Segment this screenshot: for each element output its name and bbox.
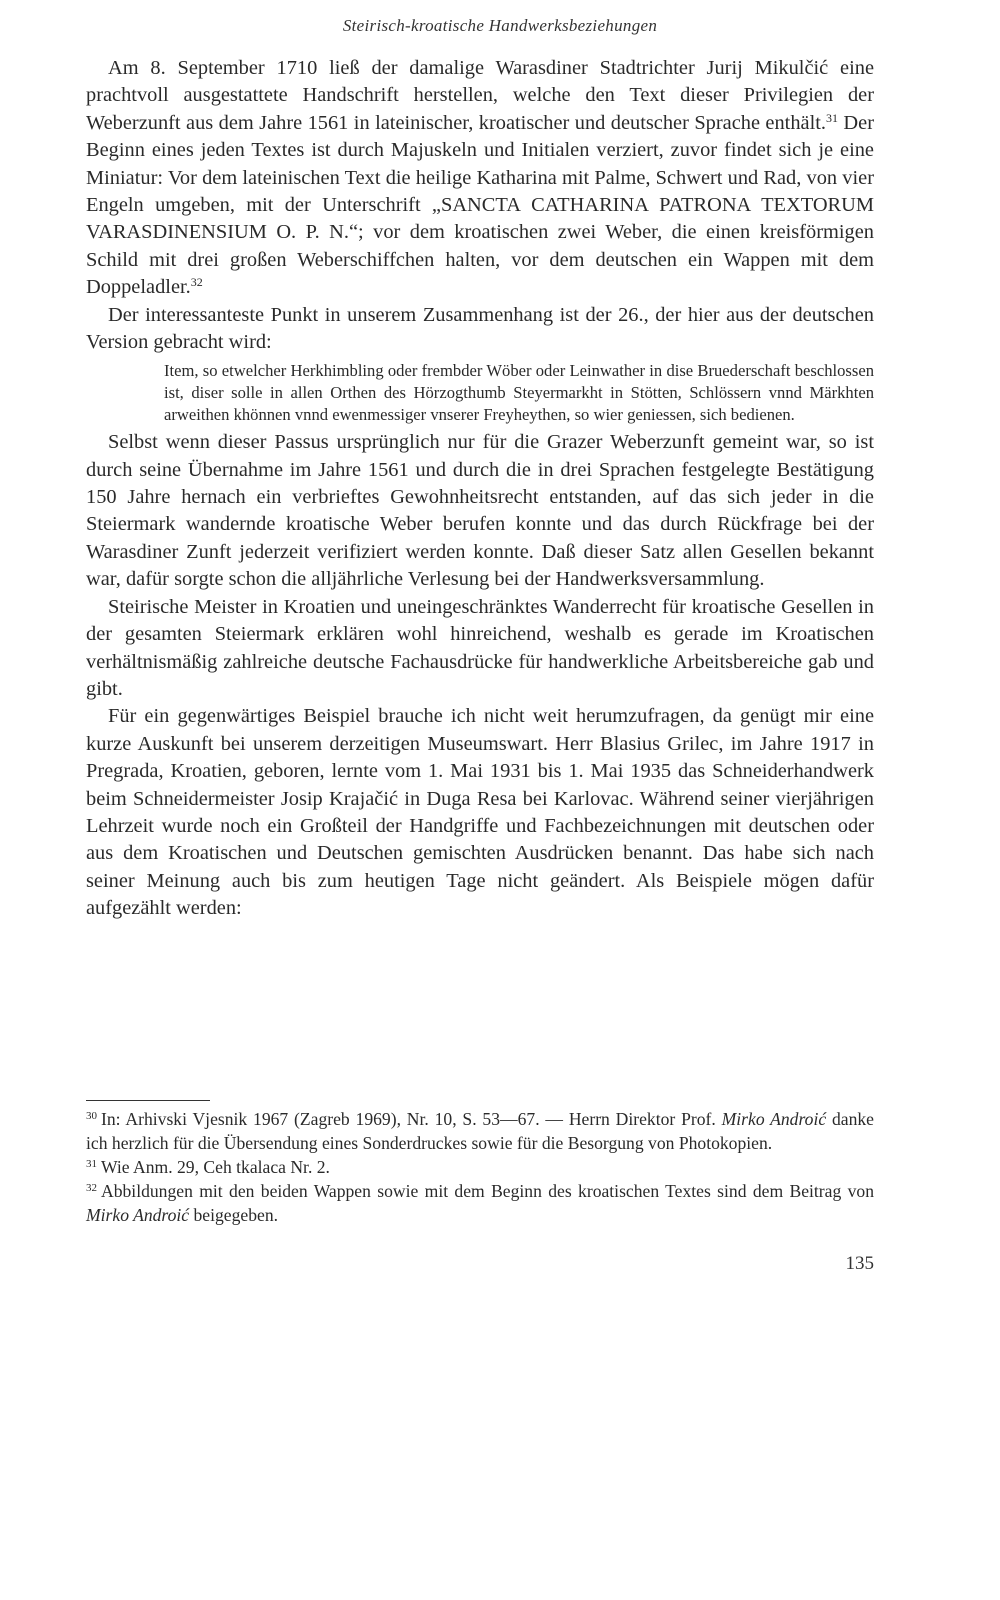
footnote-divider — [86, 1100, 210, 1101]
running-head: Steirisch-kroatische Handwerksbeziehungen — [342, 16, 658, 35]
footnote-ref-31[interactable]: 31 — [826, 110, 838, 125]
block-quote: Item, so etwelcher Herkhimbling oder frembder Wöber oder Leinwather in dise Bruederschaft beschlossen ist, diser solle in allen Orthen des Hörzogthumb Steyermarkht in Stötten, Schlössern vnnd Märkhten arweithen khönnen vnnd ewenmessiger vnserer Freyheythen, so wier geniessen, sich bedienen. — [164, 361, 874, 424]
footnote-text: beigegeben. — [189, 1205, 279, 1225]
footnote-number: 31 — [86, 1158, 97, 1170]
author-name: Mirko Androić — [721, 1109, 827, 1129]
footnote-text: In: Arhivski Vjesnik 1967 (Zagreb 1969), Nr. 10, S. 53—67. — Herrn Direktor Prof. — [101, 1109, 722, 1129]
footnote-ref-32[interactable]: 32 — [190, 275, 203, 290]
body-text — [86, 55, 874, 923]
footnote-text: Abbildungen mit den beiden Wappen sowie mit dem Beginn des kroatischen Textes sind dem Beitrag von — [101, 1181, 874, 1201]
paragraph-4: Steirische Meister in Kroatien und uneingeschränktes Wanderrecht für kroatische Gesellen in der gesamten Steiermark erklären wohl hinreichend, weshalb es gerade im Kroatischen verhältnismäßig zahlreiche deutsche Fachausdrücke für handwerkliche Arbeitsbereiche gab und gibt. — [86, 595, 874, 700]
paragraph-2: Der interessanteste Punkt in unserem Zusammenhang ist der 26., der hier aus der deutschen Version gebracht wird: — [86, 303, 874, 354]
paragraph-3: Selbst wenn dieser Passus ursprünglich nur für die Grazer Weberzunft gemeint war, so ist durch seine Übernahme im Jahre 1561 und durch die in drei Sprachen festgelegte Bestätigung 150 Jahre hernach ein verbrieftes Gewohnheitsrecht entstanden, auf das sich jeder in die Steiermark wandernde kroatische Weber berufen konnte und das durch Rückfrage bei der Warasdiner Zunft jederzeit verifiziert werden konnte. Daß dieser Satz allen Gesellen bekannt war, dafür sorgte schon die alljährliche Verlesung bei der Handwerksversammlung. — [86, 431, 874, 591]
paragraph-1-part-a: Am 8. September 1710 ließ der damalige Warasdiner Stadtrichter Jurij Mikulčić eine prachtvoll ausgestattete Handschrift herstellen, welche den Text dieser Privilegien der Weberzunft aus dem Jahre 1561 in lateinischer, kroatischer und deutscher Sprache enthält. — [86, 57, 874, 134]
paragraph-1-part-b: Der Beginn eines jeden Textes ist durch Majuskeln und Initialen verziert, zuvor findet sich je eine Miniatur: Vor dem lateinischen Text die heilige Katharina mit Palme, Schwert und Rad, von vier Engeln umgeben, mit der Unterschrift „SANCTA CATHARINA PATRONA TEXTORUM VARASDINENSIUM O. P. N.“; vor dem kroatischen zwei Weber, die einen kreisförmigen Schild mit drei großen Weberschiffchen halten, vor dem deutschen ein Wappen mit dem Doppeladler. — [86, 111, 874, 299]
paragraph-5: Für ein gegenwärtiges Beispiel brauche ich nicht weit herumzufragen, da genügt mir eine kurze Auskunft bei unserem derzeitigen Museumswart. Herr Blasius Grilec, im Jahre 1917 in Pregrada, Kroatien, geboren, lernte vom 1. Mai 1931 bis 1. Mai 1935 das Schneiderhandwerk beim Schneidermeister Josip Krajačić in Duga Resa bei Karlovac. Während seiner vierjährigen Lehrzeit wurde noch ein Großteil der Handgriffe und Fachbezeichnungen mit deutschen oder aus dem Kroatischen und Deutschen gemischten Ausdrücken benannt. Das habe sich nach seiner Meinung auch bis zum heutigen Tage nicht geändert. Als Beispiele mögen dafür aufgezählt werden: — [86, 705, 874, 920]
footnote-text: danke ich herzlich für die Übersendung eines Sonderdruckes sowie für die Besorgung von Photokopien. — [86, 1109, 874, 1153]
footnotes — [86, 1107, 874, 1227]
footnote-number: 32 — [86, 1182, 97, 1194]
author-name: Mirko Androić — [86, 1205, 190, 1225]
page-number: 135 — [845, 1253, 874, 1274]
footnote-32 — [86, 1179, 874, 1227]
footnote-number: 30 — [86, 1110, 97, 1122]
footnote-31 — [86, 1155, 874, 1179]
footnote-text: Wie Anm. 29, Ceh tkalaca Nr. 2. — [101, 1157, 330, 1177]
paragraph-1 — [86, 55, 874, 302]
footnote-30 — [86, 1107, 874, 1155]
